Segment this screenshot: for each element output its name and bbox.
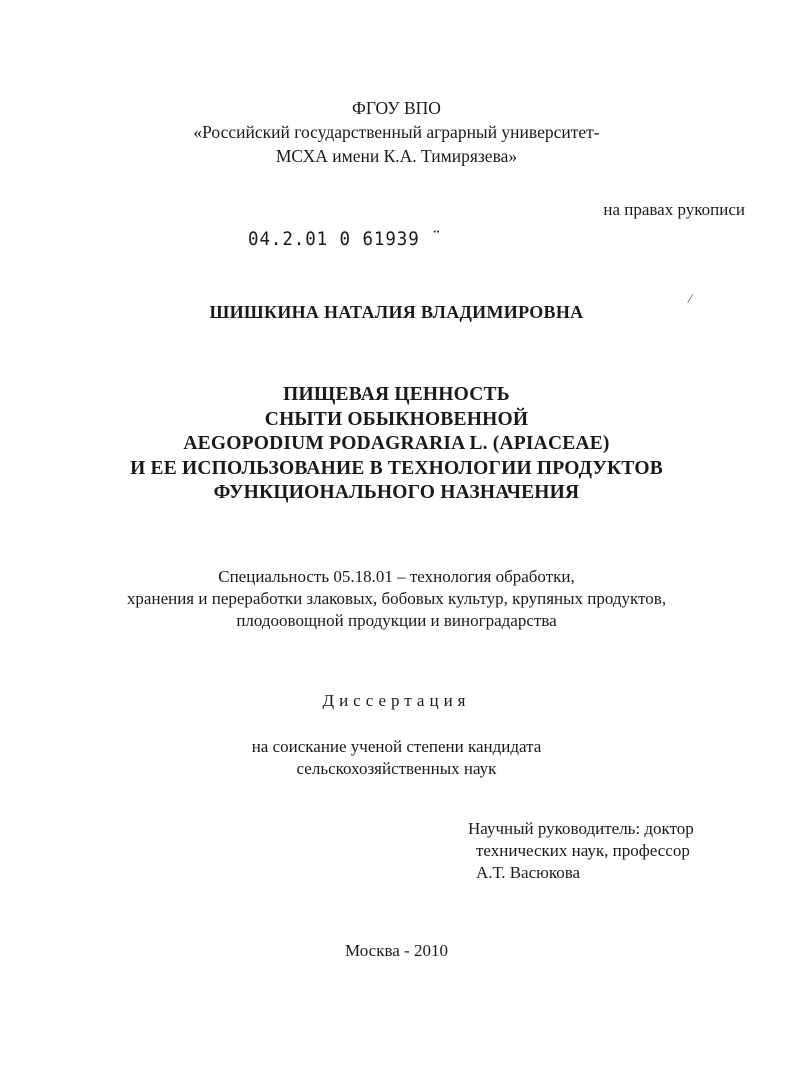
- registration-code: 04.2.01 0 61939 ¨: [248, 228, 443, 250]
- city-year: Москва - 2010: [345, 941, 448, 960]
- margin-mark: /: [686, 291, 694, 308]
- specialty-line-1: Специальность 05.18.01 – технология обработки,: [218, 567, 575, 586]
- title-line: AEGOPODIUM PODAGRARIA L. (APIACEAE): [183, 433, 610, 454]
- title-line: ФУНКЦИОНАЛЬНОГО НАЗНАЧЕНИЯ: [213, 482, 580, 503]
- supervisor-line-2: технических наук, профессор: [476, 841, 690, 860]
- title-line: СНЫТИ ОБЫКНОВЕННОЙ: [264, 408, 529, 430]
- title-line: И ЕЕ ИСПОЛЬЗОВАНИЕ В ТЕХНОЛОГИИ ПРОДУКТОВ: [130, 457, 663, 479]
- supervisor-line-1: Научный руководитель: доктор: [468, 819, 694, 838]
- institution-line-1: ФГОУ ВПО: [352, 98, 441, 118]
- title-line: ПИЩЕВАЯ ЦЕННОСТЬ: [283, 384, 510, 405]
- degree-line-2: сельскохозяйственных наук: [296, 759, 497, 778]
- degree-block: [0, 736, 793, 780]
- specialty-block: [0, 566, 793, 632]
- specialty-line-2: хранения и переработки злаковых, бобовых культур, крупяных продуктов,: [126, 589, 667, 608]
- supervisor-block: [468, 818, 694, 884]
- dissertation-title: [0, 383, 793, 506]
- supervisor-name: А.Т. Васюкова: [476, 863, 581, 882]
- degree-line-1: на соискание ученой степени кандидата: [251, 737, 542, 756]
- institution-line-2: «Российский государственный аграрный университет-: [193, 122, 600, 142]
- institution-line-3: МСХА имени К.А. Тимирязева»: [275, 146, 518, 166]
- specialty-line-3: плодоовощной продукции и виноградарства: [236, 611, 557, 630]
- institution-block: [0, 96, 793, 168]
- document-type: Диссертация: [322, 691, 471, 710]
- rights-note: на правах рукописи: [603, 200, 745, 219]
- author-name: ШИШКИНА НАТАЛИЯ ВЛАДИМИРОВНА: [209, 302, 584, 322]
